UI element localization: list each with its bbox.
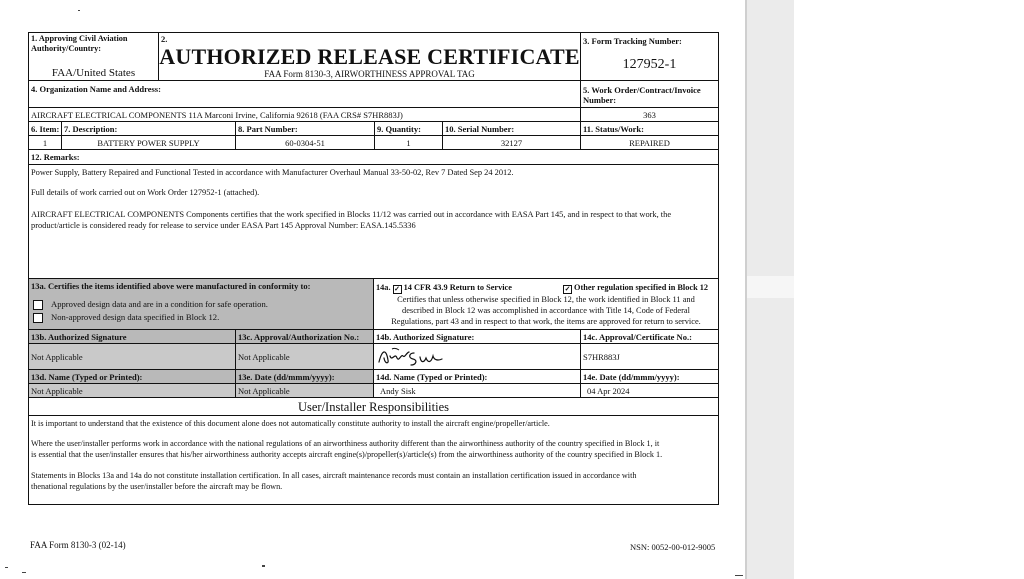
block-13b-value-cell bbox=[28, 343, 236, 370]
cfr-43-checkbox-checked[interactable]: ✓ bbox=[394, 285, 401, 293]
serial-header: 10. Serial Number: bbox=[445, 124, 515, 134]
scan-speck bbox=[262, 565, 265, 567]
block-14a-text-2: described in Block 12 was accomplished in accordance with Title 14, Code of Federal bbox=[402, 306, 690, 315]
block-13d-label: 13d. Name (Typed or Printed): bbox=[31, 372, 143, 382]
approval-certificate-number: S7HR883J bbox=[583, 352, 620, 362]
block-13a-option-1: Approved design data and are in a condition for safe operation. bbox=[51, 299, 268, 309]
responsibilities-para-2b: is essential that the user/installer ensures that his/her airworthiness authority accepts aircraft engine(s)/propeller(s)/article(s) from the airworthiness authority of the country specified in Block 1. bbox=[31, 450, 663, 459]
quantity-header-cell bbox=[374, 121, 443, 136]
block-13e-value-cell bbox=[235, 383, 374, 398]
block-13e-label: 13e. Date (dd/mmm/yyyy): bbox=[238, 372, 335, 382]
block-4-label-cell bbox=[28, 80, 581, 108]
part-cell bbox=[235, 135, 375, 150]
quantity-cell bbox=[374, 135, 443, 150]
responsibilities-para-2a: Where the user/installer performs work in accordance with the national regulations of an airworthiness authority different than the airworthiness authority of the country specified in Block 1, it bbox=[31, 439, 660, 448]
description-value: BATTERY POWER SUPPLY bbox=[97, 138, 200, 148]
block-14a-text-1: Certifies that unless otherwise specified in Block 12, the work identified in Block 11 and bbox=[397, 295, 695, 304]
block-13a-label: 13a. Certifies the items identified above were manufactured in conformity to: bbox=[31, 281, 311, 291]
block-14c-value-cell bbox=[580, 343, 719, 370]
block-2-label: 2. bbox=[161, 34, 168, 44]
remarks-label-cell bbox=[28, 149, 719, 165]
non-approved-design-checkbox[interactable] bbox=[33, 313, 43, 323]
approved-design-checkbox[interactable] bbox=[33, 300, 43, 310]
block-14d-label: 14d. Name (Typed or Printed): bbox=[376, 372, 488, 382]
part-number-value: 60-0304-51 bbox=[285, 138, 325, 148]
block-1 bbox=[28, 32, 159, 81]
block-14e-label: 14e. Date (dd/mmm/yyyy): bbox=[583, 372, 680, 382]
authorized-signature-image bbox=[376, 344, 476, 370]
organization-address: AIRCRAFT ELECTRICAL COMPONENTS 11A Marconi Irvine, California 92618 (FAA CRS# S7HR883J) bbox=[31, 110, 403, 120]
work-order-number: 363 bbox=[643, 110, 656, 120]
quantity-value: 1 bbox=[406, 138, 411, 148]
block-2 bbox=[158, 32, 581, 81]
form-number-footer: FAA Form 8130-3 (02-14) bbox=[30, 540, 126, 550]
block-1-value: FAA/United States bbox=[51, 67, 136, 79]
remarks-para-3b: product/article is considered ready for release to service under EASA Part 145 Approval Number: EASA.145.5336 bbox=[31, 221, 416, 230]
block-5-label-cell bbox=[580, 80, 719, 108]
block-13b-label-cell bbox=[28, 329, 236, 344]
remarks-label: 12. Remarks: bbox=[31, 152, 80, 162]
responsibilities-para-3b: thenational regulations by the user/installer before the aircraft may be flown. bbox=[31, 482, 283, 491]
block-14b-label: 14b. Authorized Signature: bbox=[376, 332, 475, 342]
nsn-footer: NSN: 0052-00-012-9005 bbox=[630, 542, 716, 552]
other-regulation-option: Other regulation specified in Block 12 bbox=[574, 283, 709, 292]
item-header: 6. Item: bbox=[31, 124, 60, 134]
block-14a-header bbox=[376, 283, 512, 294]
remarks-para-3a: AIRCRAFT ELECTRICAL COMPONENTS Components certifies that the work specified in Blocks 11/12 was carried out in accordance with EASA Part 145, and in respect to that work, the bbox=[31, 210, 672, 219]
scan-speck bbox=[22, 572, 26, 573]
item-header-cell bbox=[28, 121, 62, 136]
block-14b-value-cell bbox=[373, 343, 581, 370]
block-13d-label-cell bbox=[28, 369, 236, 384]
block-3-label: 3. Form Tracking Number: bbox=[583, 36, 682, 46]
responsibilities-para-3a: Statements in Blocks 13a and 14a do not constitute installation certification. In all cases, aircraft maintenance records must contain an installation certification issued in accordance with bbox=[31, 471, 637, 480]
responsibilities-divider bbox=[29, 415, 718, 416]
remarks-body bbox=[28, 164, 719, 279]
scan-background bbox=[747, 0, 1024, 579]
cfr-43-option: 14 CFR 43.9 Return to Service bbox=[403, 283, 512, 292]
description-cell bbox=[61, 135, 236, 150]
form-title: AUTHORIZED RELEASE CERTIFICATE bbox=[159, 44, 580, 69]
part-header: 8. Part Number: bbox=[238, 124, 298, 134]
scan-speck bbox=[735, 575, 743, 576]
block-14a bbox=[373, 278, 719, 330]
part-header-cell bbox=[235, 121, 375, 136]
block-14a-text-3: Regulations, part 43 and in respect to that work, the items are approved for return to service. bbox=[391, 317, 701, 326]
block-14d-label-cell bbox=[373, 369, 581, 384]
remarks-para-2: Full details of work carried out on Work Order 127952-1 (attached). bbox=[31, 188, 260, 197]
release-date: 04 Apr 2024 bbox=[587, 386, 630, 396]
block-13b-value: Not Applicable bbox=[31, 352, 83, 362]
description-header: 7. Description: bbox=[64, 124, 118, 134]
block-4-value-cell bbox=[28, 107, 581, 122]
scan-shadow-gap bbox=[747, 276, 794, 298]
responsibilities-title: User/Installer Responsibilities bbox=[297, 400, 450, 414]
block-14e-label-cell bbox=[580, 369, 719, 384]
status-header-cell bbox=[580, 121, 719, 136]
block-4-label: 4. Organization Name and Address: bbox=[31, 84, 161, 94]
remarks-para-1: Power Supply, Battery Repaired and Functional Tested in accordance with Manufacturer Overhaul Manual 33-50-02, Rev 7 Dated Sep 24 2012. bbox=[31, 168, 514, 177]
block-13c-value-cell bbox=[235, 343, 374, 370]
block-5-value-cell bbox=[580, 107, 719, 122]
block-13e-value: Not Applicable bbox=[238, 386, 290, 396]
block-13d-value: Not Applicable bbox=[31, 386, 83, 396]
other-regulation-checkbox-checked[interactable]: ✓ bbox=[564, 285, 571, 293]
status-cell bbox=[580, 135, 719, 150]
serial-cell bbox=[442, 135, 581, 150]
block-13c-label: 13c. Approval/Authorization No.: bbox=[238, 332, 360, 342]
block-5-label: 5. Work Order/Contract/Invoice Number: bbox=[583, 85, 701, 105]
status-header: 11. Status/Work: bbox=[583, 124, 644, 134]
user-installer-responsibilities bbox=[28, 397, 719, 505]
block-13d-value-cell bbox=[28, 383, 236, 398]
block-14a-label: 14a. bbox=[376, 283, 391, 292]
tracking-number: 127952-1 bbox=[622, 57, 677, 72]
serial-number-value: 32127 bbox=[500, 138, 523, 148]
block-14b-label-cell bbox=[373, 329, 581, 344]
block-13a bbox=[28, 278, 374, 330]
serial-header-cell bbox=[442, 121, 581, 136]
block-13a-option-2: Non-approved design data specified in Block 12. bbox=[51, 312, 220, 322]
quantity-header: 9. Quantity: bbox=[377, 124, 421, 134]
block-13b-label: 13b. Authorized Signature bbox=[31, 332, 127, 342]
responsibilities-para-1: It is important to understand that the existence of this document alone does not automatically constitute authority to install the aircraft engine/propeller/article. bbox=[31, 419, 550, 428]
block-14d-value-cell bbox=[373, 383, 581, 398]
scan-speck bbox=[5, 567, 8, 568]
block-14c-label: 14c. Approval/Certificate No.: bbox=[583, 332, 692, 342]
block-14c-label-cell bbox=[580, 329, 719, 344]
block-13c-value: Not Applicable bbox=[238, 352, 290, 362]
block-1-label: 1. Approving Civil Aviation Authority/Country: bbox=[31, 34, 128, 53]
block-14a-other bbox=[563, 283, 708, 294]
block-13c-label-cell bbox=[235, 329, 374, 344]
printed-name: Andy Sisk bbox=[380, 386, 416, 396]
block-13e-label-cell bbox=[235, 369, 374, 384]
description-header-cell bbox=[61, 121, 236, 136]
status-value: REPAIRED bbox=[629, 138, 670, 148]
block-14e-value-cell bbox=[580, 383, 719, 398]
item-value: 1 bbox=[42, 138, 48, 148]
form-subtitle: FAA Form 8130-3, AIRWORTHINESS APPROVAL TAG bbox=[264, 69, 475, 79]
item-cell bbox=[28, 135, 62, 150]
scan-speck bbox=[78, 10, 80, 11]
block-3 bbox=[580, 32, 719, 81]
